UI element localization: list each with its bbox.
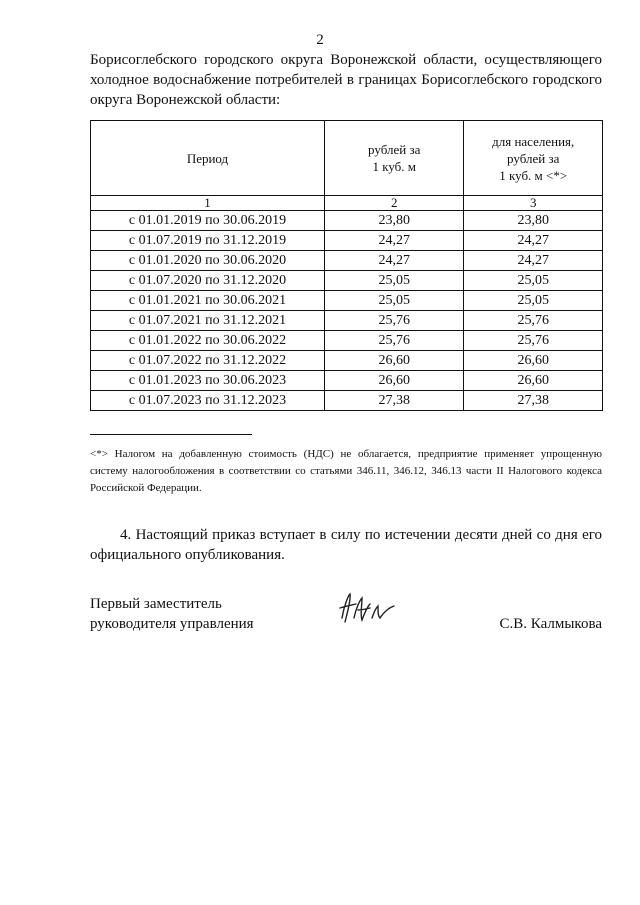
handwritten-signature bbox=[332, 588, 402, 632]
period-cell: с 01.07.2021 по 31.12.2021 bbox=[91, 311, 325, 331]
period-cell: с 01.01.2021 по 30.06.2021 bbox=[91, 291, 325, 311]
footnote-divider bbox=[90, 434, 252, 435]
table-row bbox=[91, 251, 603, 271]
period-cell: с 01.01.2023 по 30.06.2023 bbox=[91, 371, 325, 391]
population-cell: 24,27 bbox=[464, 251, 603, 271]
table-row bbox=[91, 231, 603, 251]
table-row bbox=[91, 291, 603, 311]
footnote: <*> Налогом на добавленную стоимость (НДС) не облагается, предприятие применяет упрощенную систему налогообложения в соответствии со статьями 346.11, 346.12, 346.13 части II Налогового кодекса Российской Федерации. bbox=[90, 448, 602, 494]
period-cell: с 01.07.2022 по 31.12.2022 bbox=[91, 351, 325, 371]
period-cell: с 01.07.2020 по 31.12.2020 bbox=[91, 271, 325, 291]
tariff-table bbox=[90, 120, 603, 411]
header-population bbox=[464, 121, 603, 196]
period-cell: с 01.01.2019 по 30.06.2019 bbox=[91, 211, 325, 231]
population-cell: 25,76 bbox=[464, 331, 603, 351]
column-number: 2 bbox=[325, 196, 464, 211]
rub-cell: 25,76 bbox=[325, 331, 464, 351]
table-row bbox=[91, 271, 603, 291]
header-rub-line: 1 куб. м bbox=[372, 159, 416, 174]
header-period bbox=[91, 121, 325, 196]
header-period-label: Период bbox=[186, 150, 229, 166]
signatory-title-line: Первый заместитель bbox=[90, 596, 222, 612]
signatory-title bbox=[90, 594, 310, 634]
column-number: 3 bbox=[464, 196, 603, 211]
rub-cell: 26,60 bbox=[325, 371, 464, 391]
population-cell: 26,60 bbox=[464, 371, 603, 391]
table-row bbox=[91, 311, 603, 331]
intro-paragraph: Борисоглебского городского округа Воронежской области, осуществляющего холодное водоснабжение потребителей в границах Борисоглебского городского округа Воронежской области: bbox=[90, 52, 602, 108]
table-row bbox=[91, 211, 603, 231]
table-row bbox=[91, 351, 603, 371]
column-number-row bbox=[91, 196, 603, 211]
table-row bbox=[91, 331, 603, 351]
population-cell: 23,80 bbox=[464, 211, 603, 231]
rub-cell: 24,27 bbox=[325, 251, 464, 271]
header-rub bbox=[325, 121, 464, 196]
rub-cell: 25,05 bbox=[325, 271, 464, 291]
rub-cell: 24,27 bbox=[325, 231, 464, 251]
table-row bbox=[91, 371, 603, 391]
header-rub-line: рублей за bbox=[368, 142, 421, 157]
population-cell: 25,05 bbox=[464, 271, 603, 291]
column-number: 1 bbox=[91, 196, 325, 211]
signatory-title-line: руководителя управления bbox=[90, 616, 254, 632]
period-cell: с 01.01.2022 по 30.06.2022 bbox=[91, 331, 325, 351]
population-cell: 27,38 bbox=[464, 391, 603, 411]
table-header-row bbox=[91, 121, 603, 196]
header-population-line: рублей за bbox=[507, 150, 560, 166]
page-number: 2 bbox=[316, 32, 324, 48]
rub-cell: 25,05 bbox=[325, 291, 464, 311]
rub-cell: 27,38 bbox=[325, 391, 464, 411]
header-population-line: для населения, bbox=[492, 133, 575, 149]
population-cell: 24,27 bbox=[464, 231, 603, 251]
signatory-name: С.В. Калмыкова bbox=[499, 616, 602, 632]
population-cell: 26,60 bbox=[464, 351, 603, 371]
table-row bbox=[91, 391, 603, 411]
period-cell: с 01.07.2019 по 31.12.2019 bbox=[91, 231, 325, 251]
paragraph-4: 4. Настоящий приказ вступает в силу по истечении десяти дней со дня его официального опубликования. bbox=[90, 527, 602, 563]
tariff-rows bbox=[91, 211, 603, 411]
header-population-line: 1 куб. м <*> bbox=[499, 167, 568, 183]
rub-cell: 26,60 bbox=[325, 351, 464, 371]
population-cell: 25,05 bbox=[464, 291, 603, 311]
rub-cell: 25,76 bbox=[325, 311, 464, 331]
rub-cell: 23,80 bbox=[325, 211, 464, 231]
period-cell: с 01.07.2023 по 31.12.2023 bbox=[91, 391, 325, 411]
period-cell: с 01.01.2020 по 30.06.2020 bbox=[91, 251, 325, 271]
population-cell: 25,76 bbox=[464, 311, 603, 331]
